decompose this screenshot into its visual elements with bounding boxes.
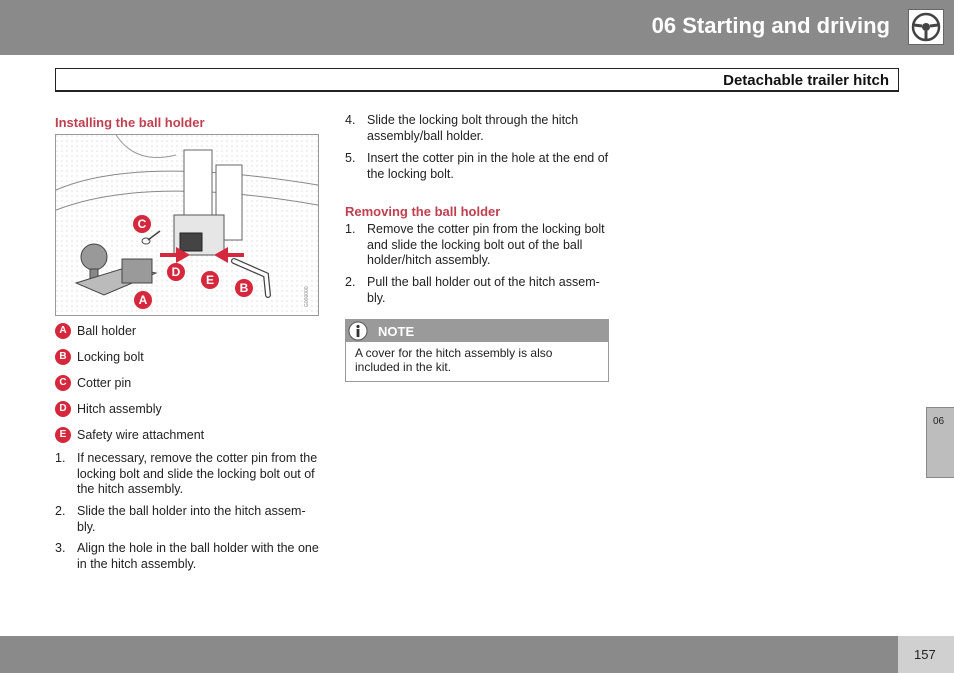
callout-c-icon: C [55, 375, 71, 391]
legend-text: Hitch assembly [77, 402, 162, 416]
legend-text: Locking bolt [77, 350, 144, 364]
section-title: Detachable trailer hitch [723, 72, 889, 89]
svg-text:A: A [138, 293, 148, 307]
install-step-3 [55, 541, 321, 573]
step-number: 3. [55, 541, 66, 555]
step-text: Insert the cotter pin in the hole at the end of the locking bolt. [367, 151, 609, 181]
remove-step-2 [345, 275, 611, 307]
note-text: A cover for the hitch assembly is also included in the kit. [355, 346, 553, 374]
callout-b-icon: B [55, 349, 71, 365]
callout-a [134, 291, 152, 309]
step-text: Slide the locking bolt through the hitch assembly/ball holder. [367, 113, 579, 143]
svg-text:B: B [239, 281, 249, 295]
step-text: Slide the ball holder into the hitch assem-bly. [77, 504, 306, 534]
step-number: 4. [345, 113, 356, 127]
svg-text:C: C [137, 217, 147, 231]
note-header [346, 320, 608, 342]
step-number: 5. [345, 151, 356, 165]
callout-a-icon: A [55, 323, 71, 339]
step-text: Remove the cotter pin from the locking bolt and slide the locking bolt out of the ball holder/hitch assembly. [367, 222, 605, 267]
legend-text: Ball holder [77, 324, 137, 338]
install-step-5 [345, 151, 611, 183]
remove-step-1 [345, 222, 611, 270]
installing-heading: Installing the ball holder [55, 115, 205, 130]
callout-d-icon: D [55, 401, 71, 417]
step-number: 2. [55, 504, 66, 518]
legend-text: Safety wire attachment [77, 428, 205, 442]
page-number: 157 [914, 647, 936, 662]
footer-bar [0, 636, 954, 673]
note-box [345, 319, 609, 382]
callout-e [201, 271, 219, 289]
step-text: If necessary, remove the cotter pin from the locking bolt and slide the locking bolt out of the hitch assembly. [77, 451, 318, 496]
page-number-box [898, 636, 954, 673]
image-code: G000000 [304, 286, 310, 307]
removing-heading: Removing the ball holder [345, 204, 501, 219]
section-title-bar [55, 68, 899, 92]
chapter-tab-label: 06 [933, 416, 945, 427]
callout-b [235, 279, 253, 297]
note-label: NOTE [378, 324, 415, 339]
step-number: 1. [345, 222, 356, 236]
callout-c [133, 215, 151, 233]
step-number: 1. [55, 451, 66, 465]
install-step-1 [55, 451, 321, 499]
chapter-side-tab [926, 407, 954, 478]
step-text: Pull the ball holder out of the hitch assem-bly. [367, 275, 600, 305]
svg-text:D: D [171, 265, 181, 279]
info-icon [348, 321, 368, 341]
step-text: Align the hole in the ball holder with the one in the hitch assembly. [77, 541, 319, 571]
hitch-illustration [55, 134, 319, 316]
steering-wheel-icon [908, 9, 944, 45]
install-step-4 [345, 113, 611, 145]
install-step-2 [55, 504, 321, 536]
callout-d [167, 263, 185, 281]
legend-text: Cotter pin [77, 376, 132, 390]
chapter-header-bar [0, 0, 954, 55]
svg-text:E: E [205, 273, 215, 287]
chapter-title: 06 Starting and driving [651, 13, 890, 38]
callout-e-icon: E [55, 427, 71, 443]
step-number: 2. [345, 275, 356, 289]
